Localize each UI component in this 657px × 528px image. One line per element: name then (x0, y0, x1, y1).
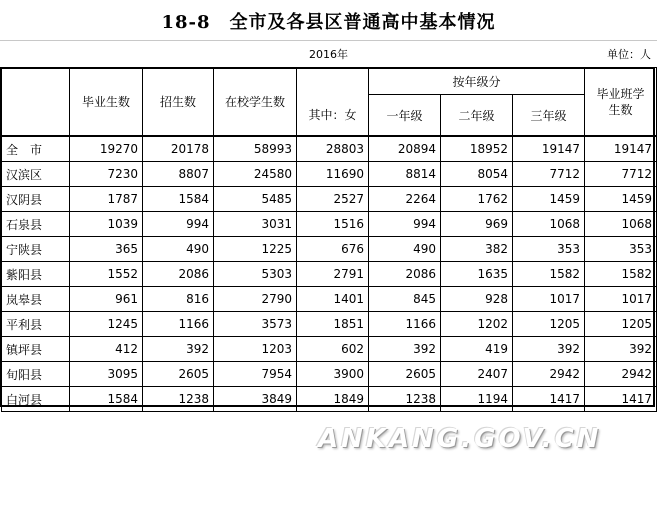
table-cell: 2527 (297, 187, 369, 212)
table-cell: 1039 (70, 212, 143, 237)
header-enrollment: 招生数 (143, 68, 214, 137)
header-grade3: 三年级 (513, 95, 585, 137)
row-region-name: 岚皋县 (2, 287, 70, 312)
table-cell: 3900 (297, 362, 369, 387)
table-cell: 1401 (297, 287, 369, 312)
table-cell: 1459 (585, 187, 657, 212)
table-cell: 1584 (70, 387, 143, 412)
table-cell: 19147 (513, 136, 585, 162)
table-row (2, 162, 657, 187)
table-cell: 7230 (70, 162, 143, 187)
table-cell: 7712 (585, 162, 657, 187)
table-cell: 3573 (214, 312, 297, 337)
table-cell: 3849 (214, 387, 297, 412)
table-cell: 20894 (369, 136, 441, 162)
statistics-table (1, 67, 657, 412)
table-cell: 1245 (70, 312, 143, 337)
table-cell: 2605 (143, 362, 214, 387)
divider (0, 40, 657, 41)
table-cell: 1459 (513, 187, 585, 212)
table-cell: 1238 (369, 387, 441, 412)
table-cell: 969 (441, 212, 513, 237)
table-row (2, 187, 657, 212)
year-label: 2016年 (309, 48, 348, 61)
table-cell: 1017 (585, 287, 657, 312)
header-by-grade: 按年级分 (369, 68, 585, 95)
table-row (2, 262, 657, 287)
table-cell: 1851 (297, 312, 369, 337)
table-cell: 382 (441, 237, 513, 262)
table-cell: 2086 (369, 262, 441, 287)
table-cell: 24580 (214, 162, 297, 187)
table-cell: 1203 (214, 337, 297, 362)
table-cell: 1068 (585, 212, 657, 237)
table-cell: 19147 (585, 136, 657, 162)
table-cell: 2264 (369, 187, 441, 212)
row-region-name: 汉阴县 (2, 187, 70, 212)
table-cell: 392 (143, 337, 214, 362)
table-cell: 8807 (143, 162, 214, 187)
table-row (2, 387, 657, 412)
table-cell: 1017 (513, 287, 585, 312)
table-cell: 994 (143, 212, 214, 237)
table-cell: 2790 (214, 287, 297, 312)
table-cell: 353 (513, 237, 585, 262)
unit-label: 单位：人 (607, 48, 651, 61)
row-region-name: 白河县 (2, 387, 70, 412)
table-row (2, 312, 657, 337)
table-cell: 3095 (70, 362, 143, 387)
header-grade2: 二年级 (441, 95, 513, 137)
table-row (2, 362, 657, 387)
table-cell: 8054 (441, 162, 513, 187)
table-cell: 5303 (214, 262, 297, 287)
row-region-name: 全 市 (2, 136, 70, 162)
page-title: 18-8 全市及各县区普通高中基本情况 (161, 12, 496, 33)
table-cell: 1205 (513, 312, 585, 337)
table-cell: 1205 (585, 312, 657, 337)
table-cell: 392 (369, 337, 441, 362)
table-cell: 1417 (585, 387, 657, 412)
table-cell: 2086 (143, 262, 214, 287)
table-cell: 816 (143, 287, 214, 312)
table-cell: 1584 (143, 187, 214, 212)
table-cell: 994 (369, 212, 441, 237)
table-cell: 353 (585, 237, 657, 262)
table-cell: 1552 (70, 262, 143, 287)
table-cell: 1194 (441, 387, 513, 412)
table-cell: 1787 (70, 187, 143, 212)
table-cell: 1417 (513, 387, 585, 412)
table-cell: 392 (513, 337, 585, 362)
table-cell: 1225 (214, 237, 297, 262)
table-cell: 7712 (513, 162, 585, 187)
header-grade1: 一年级 (369, 95, 441, 137)
table-cell: 18952 (441, 136, 513, 162)
table-cell: 490 (143, 237, 214, 262)
table-cell: 1202 (441, 312, 513, 337)
table-cell: 365 (70, 237, 143, 262)
table-cell: 961 (70, 287, 143, 312)
table-cell: 602 (297, 337, 369, 362)
table-cell: 2791 (297, 262, 369, 287)
table-body (2, 136, 657, 412)
row-region-name: 紫阳县 (2, 262, 70, 287)
table-cell: 1166 (369, 312, 441, 337)
table-cell: 2605 (369, 362, 441, 387)
table-cell: 928 (441, 287, 513, 312)
table-cell: 1068 (513, 212, 585, 237)
header-region (2, 68, 70, 137)
table-cell: 1166 (143, 312, 214, 337)
table-cell: 58993 (214, 136, 297, 162)
table-cell: 1582 (585, 262, 657, 287)
table-cell: 2407 (441, 362, 513, 387)
header-graduating-class: 毕业班学生数 (585, 68, 657, 137)
row-region-name: 平利县 (2, 312, 70, 337)
table-cell: 19270 (70, 136, 143, 162)
table-row (2, 287, 657, 312)
table-cell: 676 (297, 237, 369, 262)
row-region-name: 汉滨区 (2, 162, 70, 187)
table-cell: 2942 (513, 362, 585, 387)
header-in-school: 在校学生数 (214, 68, 297, 137)
table-row (2, 212, 657, 237)
table-row (2, 136, 657, 162)
table-row (2, 337, 657, 362)
row-region-name: 石泉县 (2, 212, 70, 237)
table-cell: 845 (369, 287, 441, 312)
table-cell: 5485 (214, 187, 297, 212)
table-cell: 11690 (297, 162, 369, 187)
table-cell: 1582 (513, 262, 585, 287)
table-cell: 412 (70, 337, 143, 362)
watermark: ANKANG.GOV.CN (318, 424, 602, 454)
table-cell: 3031 (214, 212, 297, 237)
header-female: 其中：女 (297, 68, 369, 137)
table-cell: 8814 (369, 162, 441, 187)
table-row (2, 237, 657, 262)
row-region-name: 镇坪县 (2, 337, 70, 362)
header-graduates: 毕业生数 (70, 68, 143, 137)
row-region-name: 旬阳县 (2, 362, 70, 387)
table-cell: 2942 (585, 362, 657, 387)
table-cell: 20178 (143, 136, 214, 162)
table-cell: 1849 (297, 387, 369, 412)
table-cell: 1762 (441, 187, 513, 212)
table-cell: 28803 (297, 136, 369, 162)
table-cell: 392 (585, 337, 657, 362)
table-cell: 490 (369, 237, 441, 262)
table-cell: 1516 (297, 212, 369, 237)
table-cell: 7954 (214, 362, 297, 387)
table-cell: 1635 (441, 262, 513, 287)
table-cell: 1238 (143, 387, 214, 412)
table-cell: 419 (441, 337, 513, 362)
row-region-name: 宁陕县 (2, 237, 70, 262)
